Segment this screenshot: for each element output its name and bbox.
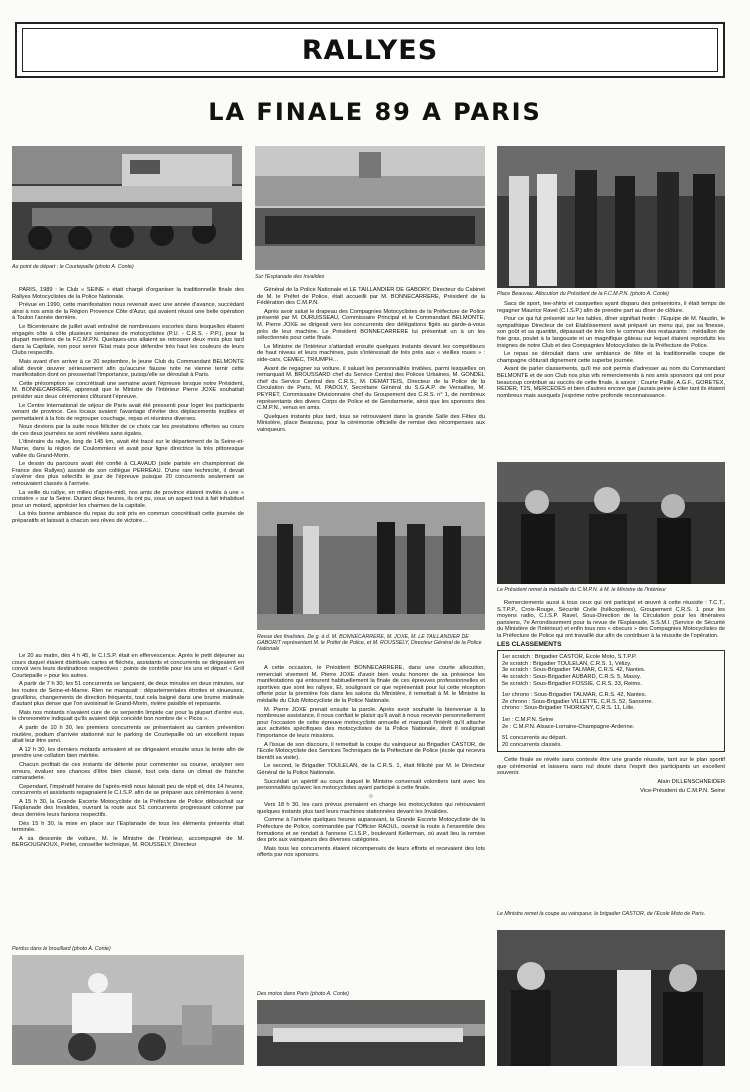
photo-beauvau-image <box>497 146 725 288</box>
paragraph: L'itinéraire du rallye, long de 145 km, avait été tracé sur le département de la Seine-et-Marne, dans la région de Coulommiers et avait pour ligne directrice la très pittoresque vallée du Grand-Morin. <box>12 439 244 459</box>
paragraph: Nous devions par la suite nous féliciter de ce choix car les prestations offertes au cours de ces deux journées se sont révélées sans égales. <box>12 424 244 437</box>
photo-revue-image <box>257 502 485 630</box>
classements-box <box>497 650 725 752</box>
signature-name: Alain DILLENSCHNEIDER <box>657 779 725 786</box>
caption-medal: Le Président remet la médaille du C.M.P.N. à M. le Ministre de l'Intérieur <box>497 587 667 593</box>
paragraph: La très bonne ambiance du repas du soir pris en commun concrétisait cette journée de préparatifs et laissait à chacun ses rêves de victoire… <box>12 511 244 524</box>
signature-role: Vice-Président du C.M.P.N. Seine <box>640 787 725 794</box>
chrono-result: 2e chrono : Sous-Brigadier VILLETTE, C.R.S. 52, Sancerre. <box>502 698 654 705</box>
photo-medal <box>497 462 725 584</box>
paragraph: A l'issue de son discours, il remettait la coupe du vainqueur au Brigadier CASTOR, de l'Ecole Motocycliste des Services Techniques de la Préfecture de Police (école qui recevra bientôt sa visite). <box>257 741 485 761</box>
caption-esplanade: Sur l'Esplanade des Invalides <box>255 274 325 280</box>
paragraph: Cette présomption se concrétisait une semaine avant l'épreuve lorsque notre Président, M. BONNECARRERE, apprenait que le Ministre de l'Intérieur Pierre JOXE souhaitait présider aux deux cérémonies clôturant l'épreuve. <box>12 380 244 400</box>
photo-esplanade-image <box>255 146 485 270</box>
scratch-result: 3e scratch : Sous-Brigadier TALMAR, C.R.S. 42, Nantes. <box>502 667 646 674</box>
photo-place-beauvau <box>497 146 725 288</box>
paragraph: Comme à l'arrivée quelques heures auparavant, la Grande Escorte Motocycliste de la Préfecture de Police, commandée par l'Officier RAOUL, ouvrait la route à l'ensemble des formations et se rendait à l'annexe C.I.S.P., boulevard Kellerman, où avait lieu la remise des prix aux vainqueurs des diverses catégories. <box>257 817 485 844</box>
photo-brouillard <box>12 955 244 1065</box>
article-column-1b <box>12 653 244 941</box>
paragraph: Prévue en 1990, cette manifestation nous revenait avec une année d'avance, succédant ainsi à nos amis de la Région Provence Côte d'Azur, qui avaient réussi une belle opération à Toulon l'année dernière. <box>12 302 244 322</box>
paragraph: Succédait un apéritif au cours duquel le Ministre conversait volontiers tant avec les personnalités qu'avec les motocyclistes ayant participé à cette finale. <box>257 778 485 792</box>
paragraph: Le dessin du parcours avait été confié à CLAVAUD (side pariste en championnat de France des Rallyes) assisté de son collègue PERREAU. D'une rare technicité, il devait s'avérer des plus sélectifs le jour de l'épreuve puisque 20 concurrents seulement se retrouvaient classés à l'arrivée. <box>12 461 244 488</box>
paragraph: A partir de 10 h 30, les premiers concurrents se présentaient au camion prévention routière, podium d'arrivée stationné sur le parking de Courtepaille où un excellent repas allait leur être servi. <box>12 724 244 745</box>
paragraph: Le Ministre de l'Intérieur s'attardait ensuite quelques instants devant les compétiteurs de haut niveau et leurs machines, puis s'intéressait de très près aux « vieilles roues » : side-cars, CEMEC, TRIUMPH… <box>257 343 485 363</box>
paragraph: Quelques instants plus tard, tous se retrouvaient dans la grande Salle des Fêtes du Ministère, place Beauvau, pour la cérémonie officielle de remise des récompenses aux vainqueurs. <box>257 413 485 433</box>
photo-courtepaille-start <box>12 146 242 260</box>
separator-star: ☆ <box>368 793 374 800</box>
rubric-frame <box>22 28 718 72</box>
paragraph: Après avoir salué le drapeau des Compagnies Motocyclistes de la Préfecture de Police présenté par M. DURUISSEAU, Commissaire Principal et le Commandant BELMONTE, M. Pierre JOXE se dirigeait vers les concurrents des délégations figés au garde-à-vous près de leur machine. Le Président BONNECARRERE lui présentait un à un les sélectionnés pour cette finale. <box>257 308 485 342</box>
scratch-result: 2e scratch : Brigadier TOULELAN, C.R.S. 1, Vélizy. <box>502 660 632 667</box>
caption-place-beauvau: Place Beauvau. Allocution du Président de la F.C.M.P.N. (photo A. Conte) <box>497 291 669 297</box>
paragraph: Le Bicentenaire de juillet avait entraîné de nombreuses escortes dans lesquelles étaient engagés côte à côte plusieurs centaines de motocyclistes (P.U. - C.R.S. - P.P.), pour la plupart membres de la F.C.M.P.N. Quelques-uns allaient se retrouver deux mois plus tard dans la Capitale, non pour servir l'Etat mais pour défendre très haut les couleurs de leurs Clubs respectifs. <box>12 323 244 357</box>
photo-motos-paris <box>257 1000 485 1066</box>
chrono-result: 1er chrono : Sous-Brigadier TALMAR, C.R.S. 42, Nantes. <box>502 692 647 699</box>
caption-motos-paris: Des motos dans Paris (photo A. Conte) <box>257 991 349 997</box>
paragraph: Sacs de sport, tee-shirts et casquettes ayant disparu des présentoirs, il était temps de regagner Maurice Ravel (C.I.S.P.) afin de prendre part au dîner de clôture. <box>497 301 725 314</box>
paragraph: Avant de parler classements, qu'il me soit permis d'adresser au nom du Commandant BELMONTE et de son Club nos plus vifs remerciements à nos amis sponsors qui ont pour beaucoup contribué au succès de cette finale, à savoir : Courte Paille, A.G.F., GORETEX, REDER, T2S, MERCEDES et bien d'autres encore que j'aurais peine à citer tant ils étaient nombreux mais auxquels j'exprime notre profonde reconnaissance. <box>497 366 725 399</box>
paragraph: La veille du rallye, en milieu d'après-midi, nos amis de province étaient invités à une « croisière » sur la Seine. Durant deux heures, ils ont pu, sous un aspect tout à fait inhabituel pour un motard, apprécier les charmes de la capitale. <box>12 489 244 509</box>
article-column-3 <box>497 301 725 459</box>
photo-medal-image <box>497 462 725 584</box>
paragraph: Le second, le Brigadier TOULELAN, de la C.R.S. 1, était félicité par M. le Directeur Général de la Police Nationale. <box>257 763 485 776</box>
paragraph: Mais avant d'en arriver à ce 20 septembre, le jeune Club du Commandant BELMONTE allait devoir œuvrer sérieusement afin qu'aucune fausse note ne vienne ternir cette manifestation dont on pressentait l'importance, puisqu'elle se déroulait à Paris. <box>12 358 244 379</box>
article-column-3b <box>497 600 725 908</box>
paragraph: A 12 h 30, les derniers motards arrivaient et se dirigeaient ensuite sous la tente afin de prendre une collation bien méritée. <box>12 746 244 760</box>
caption-coupe: Le Ministre remet la coupe au vainqueur, le brigadier CASTOR, de l'Ecole Moto de Paris. <box>497 911 706 917</box>
article-headline: LA FINALE 89 A PARIS <box>208 98 542 126</box>
article-column-2b <box>257 665 485 987</box>
rubric-title: RALLYES <box>301 34 439 66</box>
chrono-result: chrono : Sous-Brigadier THORIGNY, C.R.S. 11, Lille. <box>502 705 635 712</box>
closing-paragraph: Cette finale se révèle sans conteste être une grande réussite, tant sur le plan sportif que cérémonial et laissera sans nul doute dans l'esprit des participants un excellent souvenir. <box>497 757 725 777</box>
photo-courtepaille-image <box>12 146 242 260</box>
count-line: 51 concurrents au départ. <box>502 735 567 742</box>
paragraph: Pour ce qui fut présenté sur les tables, dîner signifiait festin : l'Equipe de M. Naudin, le sympathique Directeur de cet Etablissement avait préparé un menu qui, par sa finesse, son goût et sa quantité, dépassait de très loin le commun des restaurants : médaillon de foie gras, poulet à la langouste et un magnifique gâteau sur lequel étaient reproduits les insignes de notre Club et des Compagnies Motocyclistes de la Préfecture de Police. <box>497 316 725 349</box>
paragraph: Général de la Police Nationale et LE TAILLANDIER DE GABORY, Directeur du Cabinet de M. le Préfet de Police, était accueilli par M. BONNECARRERE, Président de la Fédération des C.M.P.N. <box>257 287 485 307</box>
paragraph: PARIS, 1989 : le Club « SEINE » était chargé d'organiser la traditionnelle finale des Rallyes Motocyclistes de la Police Nationale. <box>12 287 244 300</box>
scratch-result: 5e scratch : Sous-Brigadier FOSSIE, C.R.S. 33, Reims. <box>502 680 642 687</box>
paragraph: Mais tous les concurrents étaient récompensés de leurs efforts et recevaient des lots offerts par nos sponsors. <box>257 845 485 859</box>
photo-revue-finalistes <box>257 502 485 630</box>
photo-motos-image <box>257 1000 485 1066</box>
scratch-result: 4e scratch : Sous-Brigadier AUBARD, C.R.S. 5, Massy. <box>502 673 641 680</box>
paragraph: A sa descente de voiture, M. le Ministre de l'Intérieur, accompagné de M. BERGOUGNOUX, Préfet, conseiller technique, M. ROUSSELY, Directeur <box>12 835 244 849</box>
paragraph: A 15 h 30, la Grande Escorte Motocycliste de la Préfecture de Police débouchait sur l'Esplanade des Invalides, ouvrant la route aux 51 concurrents progressant colonne par deux derrière leurs fanions respectifs. <box>12 798 244 819</box>
photo-coupe-image <box>497 930 725 1066</box>
paragraph: Remerciements aussi à tous ceux qui ont participé et œuvré à cette réussite : T.C.T., S.T.P.P., Croix-Rouge, Sécurité Civile (hélicoptères), Groupement C.R.S. 1 pour les moyens radio, C.I.S.P. Ravel, Sous-Direction de la Circulation pour les itinéraires parisiens, 7e Arrondissement pour la revue de l'Esplanade, S.S.M.I. (Service de Sécurité du Ministère de l'Intérieur) et enfin tous nos « obscurs » des Compagnies Motocyclistes de la Préfecture de Police qui ont travaillé dur afin de contribuer à la réussite de l'opération. <box>497 600 725 639</box>
caption-revue: Revue des finalistes. De g. à d. M. BONNECARRERE, M. JOXE, M. LE TAILLANDIER DE GABORIT représentant M. le Préfet de Police, et M. ROUSSELY, Directeur Général de la Police Nationale <box>257 634 482 652</box>
article-column-1 <box>12 287 244 643</box>
scratch-result: 1er scratch : Brigadier CASTOR, Ecole Moto, S.T.P.P. <box>502 654 637 661</box>
caption-courtepaille: Au point de départ : le Courtepaille (photo A. Conte) <box>12 264 134 270</box>
caption-brouillard: Perdus dans le brouillard (photo A. Conte) <box>12 946 111 952</box>
paragraph: Vers 18 h 30, les cars prévus prenaient en charge les motocyclistes qui retrouvaient quelques instants plus tard leurs machines stationnées devant les Invalides. <box>257 802 485 815</box>
classements-title: LES CLASSEMENTS <box>497 640 562 648</box>
photo-esplanade <box>255 146 485 270</box>
paragraph: Le Centre International de séjour de Paris avait été pressenti pour loger les participants venant de province. Ces locaux avaient l'avantage d'éviter des déplacements inutiles et permettaient à la fois de regrouper couchage, repas et réunions diverses. <box>12 402 244 422</box>
paragraph: M. Pierre JOXE prenait ensuite la parole. Après avoir souhaité la bienvenue à la nombreuse assistance, il nous confiait le plaisir qu'il avait à nous recevoir personnellement pour l'occasion de cette épreuve motocycliste annuelle et marquait l'intérêt qu'il attache aux activités spécifiques des motocyclistes de la Police Nationale, dont il soulignait l'importance de leurs missions. <box>257 706 485 739</box>
rubric-band <box>15 22 725 78</box>
photo-coupe <box>497 930 725 1066</box>
paragraph: Cependant, l'impératif horaire de l'après-midi nous laissait peu de répit et, dès 14 heures, concurrents et assistants regagnaient le C.I.S.P. afin de se préparer aux cérémonies à venir. <box>12 783 244 797</box>
photo-brouillard-image <box>12 955 244 1065</box>
paragraph: A partir de 7 h 30, les 51 concurrents se lançaient, de deux minutes en deux minutes, sur les routes de Seine-et-Marne. Rien ne manquait : départementales étroites et sinueuses, gravillons, changements de direction fréquents, tout cela baigné dans une brume matinale d'autant plus dense que l'on avoisinait le Grand-Morin, rivière paisible et reposante. <box>12 681 244 708</box>
paragraph: Avant de regagner sa voiture, il saluait les personnalités invitées, parmi lesquelles on remarquait M. BROUSSARD chef du Service Central des Polices Urbaines, M. GONDEL chef du Service Central des C.R.S., M. DEMATTEIS, Directeur de la Police de la Circulation de Paris, M. PADOLY, Secrétaire Général du S.G.A.P. de Versailles, M. PEYRET, Commissaire Divisionnaire chef du Groupement des C.R.S. n° 1, de nombreux représentants des divers Corps de Police et de Gendarmerie, ainsi que les sponsors des C.M.P.N., venus en amis. <box>257 365 485 412</box>
club-result: 1er : C.M.P.N. Seine <box>502 716 554 723</box>
club-result: 2e : C.M.P.N. Alsace-Lorraine-Champagne-Ardenne. <box>502 723 635 730</box>
paragraph: Le 20 au matin, dès 4 h 45, le C.I.S.P. était en effervescence. Après le petit déjeuner au cours duquel étaient distribués cartes et fléchés, assistants et concurrents se dirigeaient en convoi vers leurs destinations respectives : points de contrôle pour les uns et départ « Grill Courtepaille » pour les autres. <box>12 653 244 679</box>
paragraph: A cette occasion, le Président BONNECARRERE, dans une courte allocution, remerciait vivement M. Pierre JOXE d'avoir bien voulu honorer de sa présence les manifestations qui entourent habituellement la finale de ces épreuves professionnelles et sportives que sont les rallyes. Et, soulignant ce que représentait pour lui cette réception offerte pour la première fois dans les salons du Ministère, il remettait à M. le Ministre la médaille du Club Motocycliste de la Police Nationale. <box>257 665 485 704</box>
paragraph: Dès 15 h 30, la mise en place sur l'Esplanade de tous les éléments présents était terminée. <box>12 820 244 834</box>
article-column-2 <box>257 287 485 497</box>
paragraph: Le repas se déroulait dans une ambiance de fête et la traditionnelle coupe de champagne clôturait dignement cette superbe journée. <box>497 351 725 364</box>
count-line: 20 concurrents classés. <box>502 741 562 748</box>
paragraph: Mais nos motards n'avaient cure de ce serpentin limpide car pour la plupart d'entre eux, le chronomètre indiquait qu'ils avaient déjà concédé bon nombre de « Picos ». <box>12 709 244 723</box>
paragraph: Chacun profitait de ces instants de détente pour commenter sa course, analyser ses erreurs, évaluer ses chances d'être bien classé, tout cela dans un climat de franche camaraderie. <box>12 761 244 782</box>
